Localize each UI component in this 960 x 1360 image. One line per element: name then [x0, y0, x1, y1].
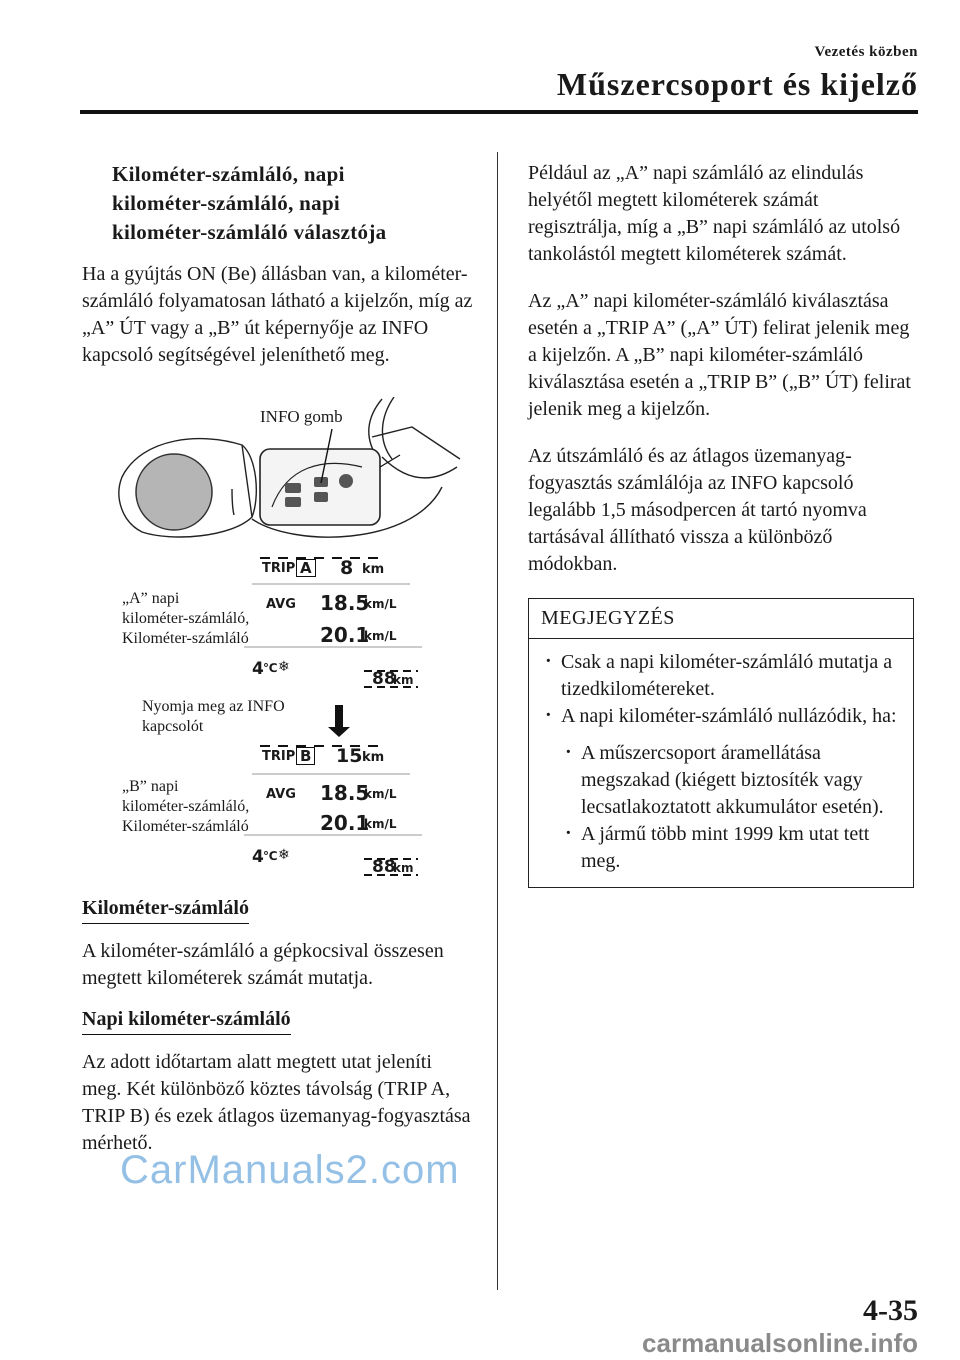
- column-divider: [497, 152, 498, 1290]
- right-paragraph-3: Az útszámláló és az átlagos üzemanyag-fogyasztás számlálója az INFO kapcsoló legalább 1,5 másodpercen át tartó nyomva tartásával állítható vissza a különböző módokban.: [528, 445, 867, 575]
- display-a-letter: A: [296, 559, 316, 577]
- header-rule: [80, 110, 918, 114]
- snowflake-icon: ❄: [278, 659, 290, 675]
- display-a-avg-value: 18.5: [320, 591, 370, 615]
- press-arrow: [328, 705, 350, 737]
- display-b-distance: 15: [336, 745, 363, 767]
- display-b-second-unit: km/L: [364, 817, 397, 831]
- display-a-trip: TRIP: [262, 561, 296, 576]
- display-a-dist-unit: km: [362, 562, 385, 577]
- right-paragraph-2: Az „A” napi kilométer-számláló kiválasztása esetén a „TRIP A” („A” ÚT) felirat jelenik meg a kijelzőn. A „B” napi kilométer-számláló kiválasztása esetén a „TRIP B” („B” ÚT) felirat jelenik meg a kijelzőn.: [528, 290, 911, 420]
- note-subitem: · A műszercsoport áramellátása megszakad (kiégett biztosíték vagy lecsatlakoztatott akkumulátor esetén).: [561, 740, 901, 821]
- display-a-odo-unit: km: [393, 673, 414, 687]
- label-trip-b: „B” napi kilométer-számláló, Kilométer-számláló: [122, 778, 250, 835]
- note-body: [529, 639, 913, 887]
- display-a-avg-unit: km/L: [364, 597, 397, 611]
- display-b-dist-unit: km: [362, 750, 385, 765]
- display-a-avg: AVG: [266, 597, 296, 612]
- info-button-label: INFO gomb: [260, 407, 343, 426]
- snowflake-icon: ❄: [278, 847, 290, 863]
- display-b-avg-unit: km/L: [364, 787, 397, 801]
- odometer-paragraph: A kilométer-számláló a gépkocsival összesen megtett kilométerek számát mutatja.: [82, 940, 444, 989]
- info-switch-figure: [82, 397, 474, 881]
- header-title: Műszercsoport és kijelző: [556, 66, 918, 102]
- header-section: Vezetés közben: [814, 44, 918, 60]
- note-box: [528, 598, 914, 888]
- note-title: MEGJEGYZÉS: [529, 599, 913, 639]
- trip-meter-paragraph: Az adott időtartam alatt megtett utat jeleníti meg. Két különböző köztes távolság (TRIP A, TRIP B) és ezek átlagos üzemanyag-fogyasztása mérhető.: [82, 1051, 471, 1154]
- display-b-odo: 88: [372, 857, 396, 877]
- display-b-avg-value: 18.5: [320, 781, 370, 805]
- display-b-second-value: 20.1: [320, 811, 370, 835]
- display-b-trip: TRIP: [262, 749, 296, 764]
- section-title: Kilométer-számláló, napi kilométer-számláló, napi kilométer-számláló választója: [112, 162, 387, 244]
- watermark-carmanualsonline: carmanualsonline.info: [642, 1328, 918, 1358]
- display-a-distance: 8: [340, 557, 354, 579]
- note-item: · Csak a napi kilométer-számláló mutatja a tizedkilométereket.: [541, 649, 901, 703]
- display-b-temp-unit: ℃: [263, 849, 278, 863]
- display-a-odo: 88: [372, 669, 396, 689]
- display-b-odo-unit: km: [393, 861, 414, 875]
- display-a-second-unit: km/L: [364, 629, 397, 643]
- display-a-temp: 4: [252, 659, 264, 679]
- right-column: [528, 160, 916, 888]
- switch-panel-inset: [260, 449, 380, 525]
- display-b-temp: 4: [252, 847, 264, 867]
- display-b-avg: AVG: [266, 787, 296, 802]
- label-trip-a: „A” napi kilométer-számláló, Kilométer-számláló: [122, 590, 250, 647]
- watermark-carmanuals2: CarManuals2.com: [120, 1148, 460, 1192]
- page-number: 4-35: [863, 1294, 918, 1327]
- intro-paragraph: Ha a gyújtás ON (Be) állásban van, a kilométer-számláló folyamatosan látható a kijelzőn, míg az „A” ÚT vagy a „B” út képernyője az INFO kapcsoló segítségével jeleníthető meg.: [82, 263, 473, 366]
- gauge-dial: [136, 454, 212, 530]
- press-info-label: Nyomja meg az INFO kapcsolót: [142, 698, 285, 735]
- note-subitem: · A jármű több mint 1999 km utat tett meg.: [561, 821, 901, 875]
- left-column: [82, 160, 474, 1157]
- display-a-temp-unit: ℃: [263, 661, 278, 675]
- display-a-second-value: 20.1: [320, 623, 370, 647]
- display-b-letter: B: [296, 747, 315, 765]
- trip-meter-heading: Napi kilométer-számláló: [82, 1006, 291, 1035]
- odometer-heading: Kilométer-számláló: [82, 895, 249, 924]
- right-paragraph-1: Például az „A” napi számláló az elindulás helyétől megtett kilométerek számát regisztrálja, míg a „B” napi számláló az utolsó tankolástól megtett kilométerek számát.: [528, 162, 901, 265]
- note-item: · A napi kilométer-számláló nullázódik, ha:: [541, 703, 901, 730]
